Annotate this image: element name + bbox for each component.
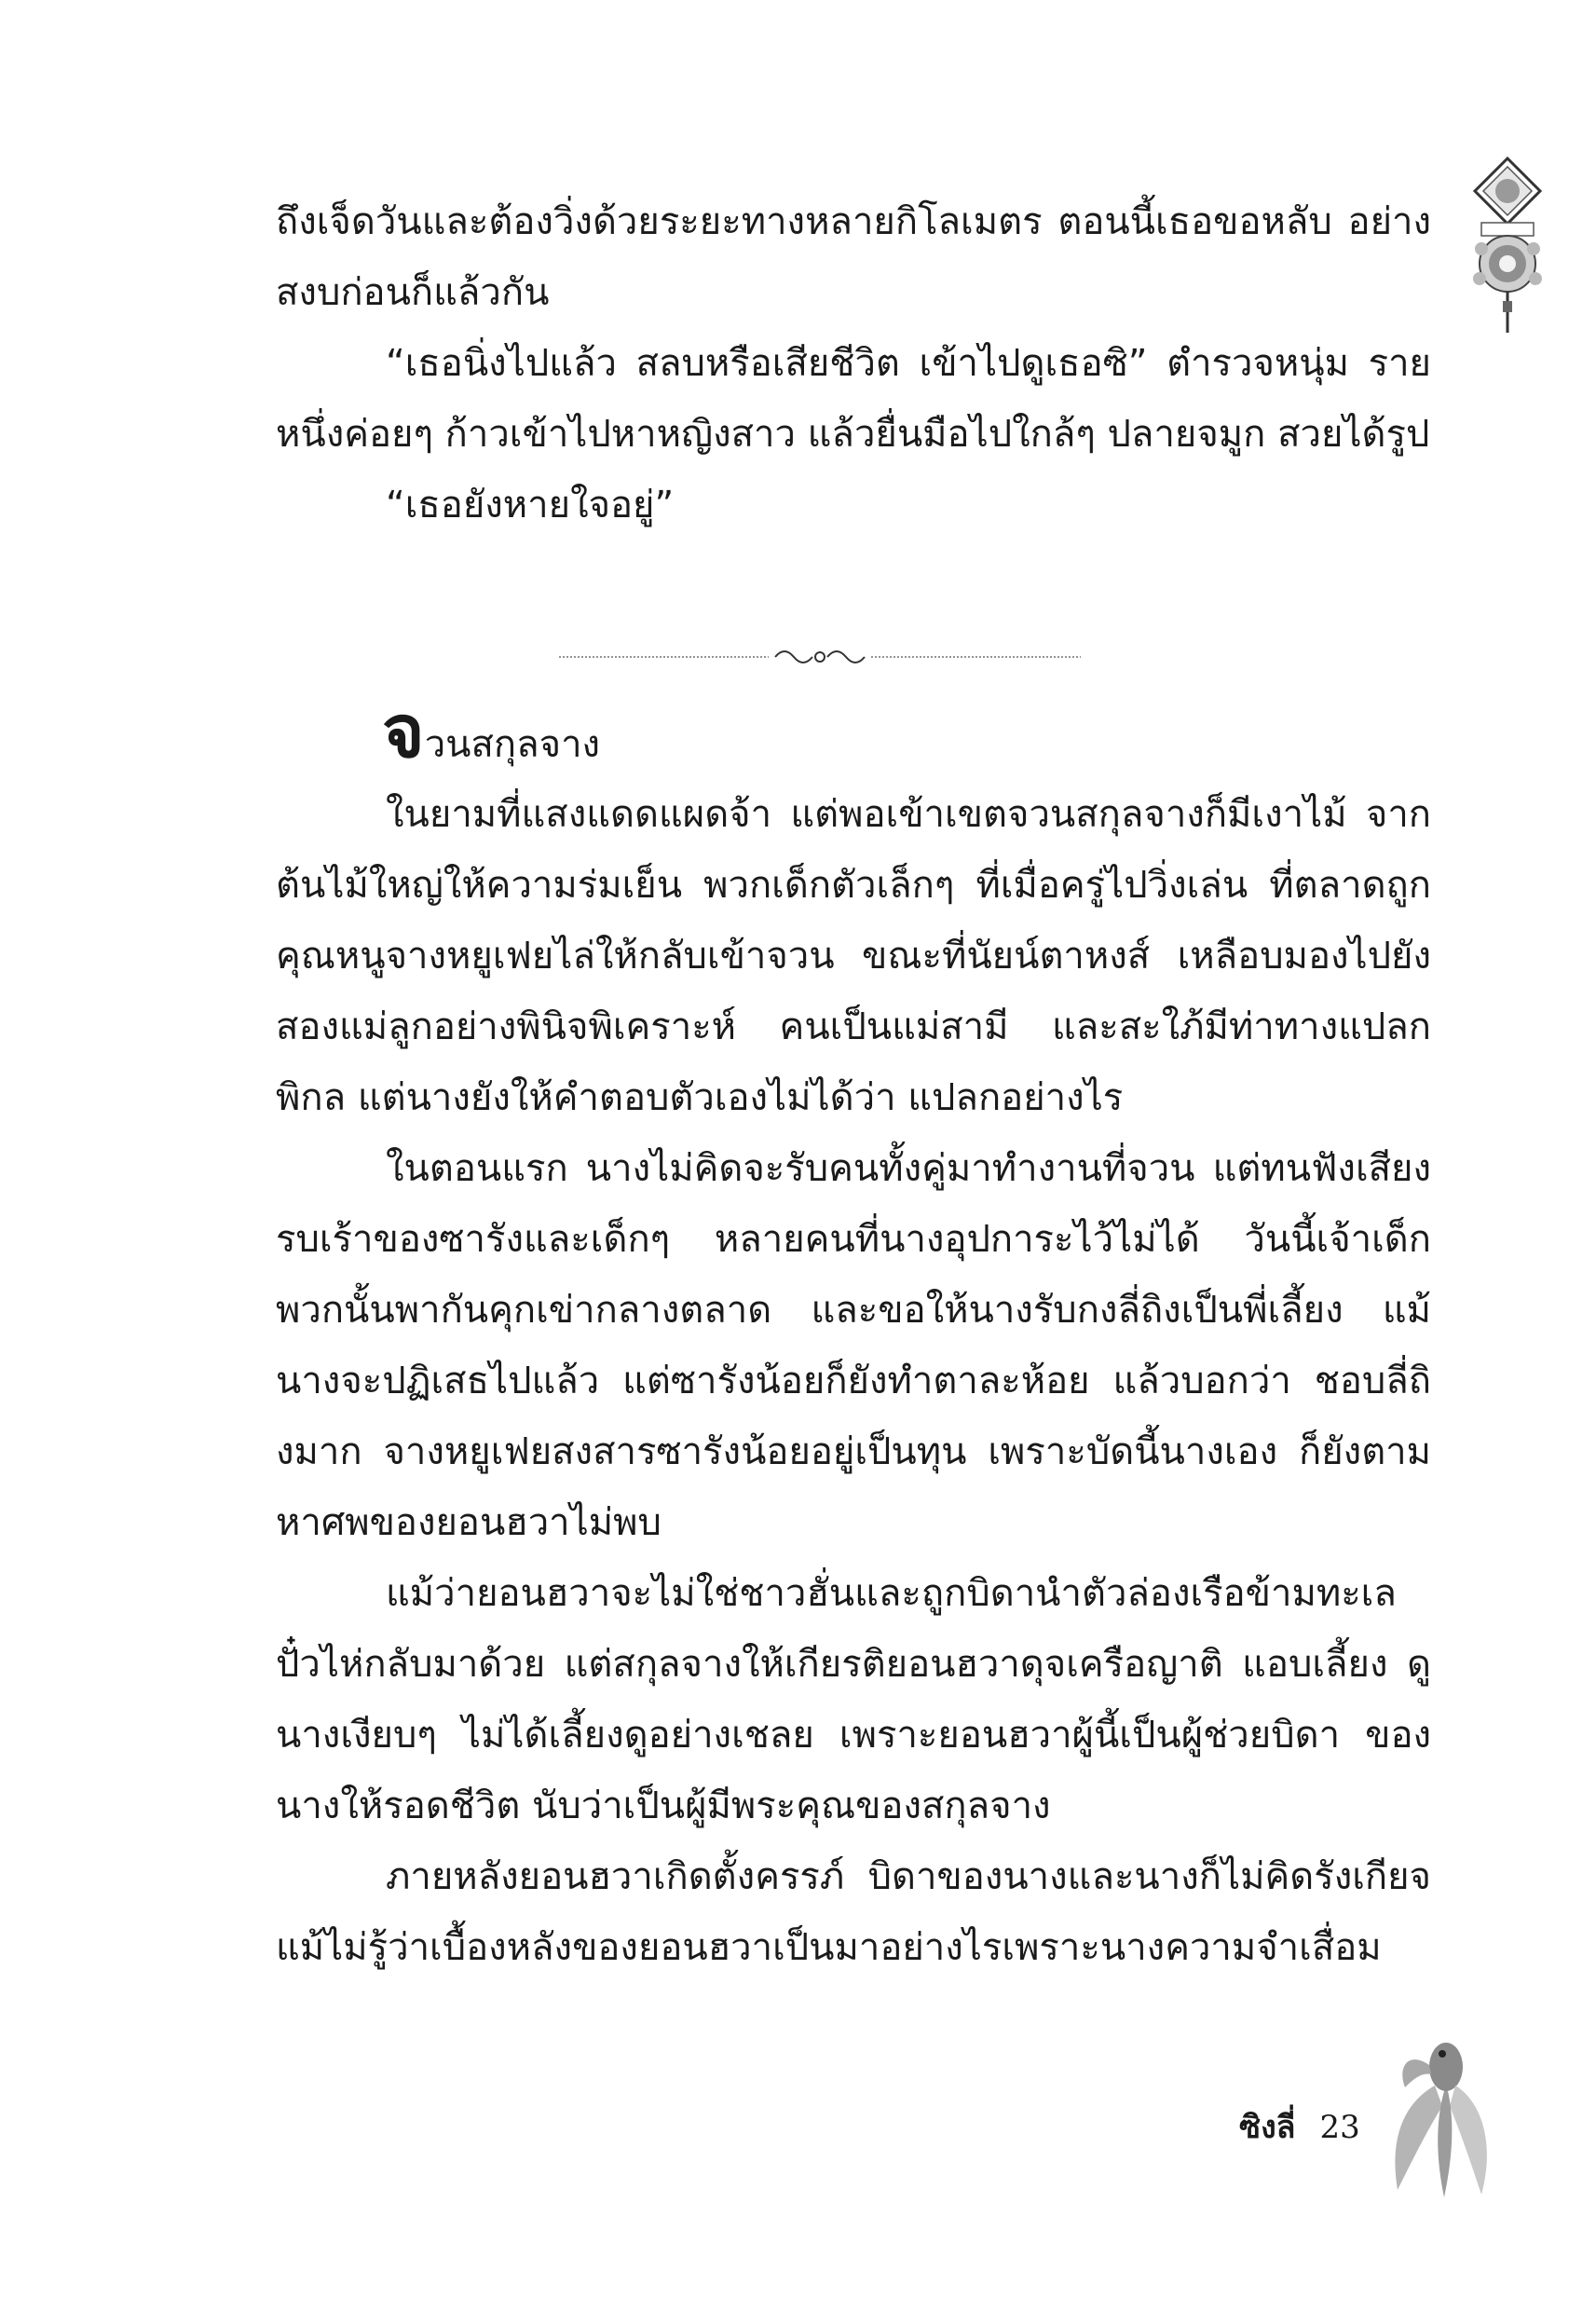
paragraph: ภายหลังยอนฮวาเกิดตั้งครรภ์ บิดาของนางและนางก็ไม่คิดรังเกียจ แม้ไม่รู้ว่าเบื้องหลังของยอนฮวาเป็นมาอย่างไรเพราะนางความจำเสื่อม [276,1855,1431,1969]
page-number: 23 [1319,2109,1360,2146]
section-heading [382,691,601,780]
fish-ornament-icon [1370,2013,1500,2199]
paragraph: ในยามที่แสงแดดแผดจ้า แต่พอเข้าเขตจวนสกุลจางก็มีเงาไม้ จากต้นไม้ใหญ่ให้ความร่มเย็น พวกเด็กตัวเล็กๆ ที่เมื่อครู่ไปวิ่งเล่น ที่ตลาดถูกคุณหนูจางหยูเฟยไล่ให้กลับเข้าจวน ขณะที่นัยน์ตาหงส์ เหลือบมองไปยังสองแม่ลูกอย่างพินิจพิเคราะห์ คนเป็นแม่สามี และสะใภ้มีท่าทางแปลกพิกล แต่นางยังให้คำตอบตัวเองไม่ได้ว่า แปลกอย่างไร [276,793,1431,1119]
heading-text: วนสกุลจาง [424,723,601,766]
running-title: ซิงลี่ [1239,2109,1296,2146]
text-block-top [276,186,1431,540]
paragraph: “เธอยังหายใจอยู่” [386,484,675,526]
drop-cap: จ [382,691,425,774]
section-divider-ornament [559,643,1081,671]
corner-emblem-icon [1461,154,1554,340]
paragraph: แม้ว่ายอนฮวาจะไม่ใช่ชาวฮั่นและถูกบิดานำตัวล่องเรือข้ามทะเล ปั๋วไห่กลับมาด้วย แต่สกุลจางให้เกียรติยอนฮวาดุจเครือญาติ แอบเลี้ยง ดูนางเงียบๆ ไม่ได้เลี้ยงดูอย่างเชลย เพราะยอนฮวาผู้นี้เป็นผู้ช่วยบิดา ของนางให้รอดชีวิต นับว่าเป็นผู้มีพระคุณของสกุลจาง [276,1572,1431,1827]
page-footer [1239,2101,1360,2152]
paragraph: ถึงเจ็ดวันและต้องวิ่งด้วยระยะทางหลายกิโลเมตร ตอนนี้เธอขอหลับ อย่างสงบก่อนก็แล้วกัน [276,200,1431,314]
paragraph: ในตอนแรก นางไม่คิดจะรับคนทั้งคู่มาทำงานที่จวน แต่ทนฟังเสียง รบเร้าของซารังและเด็กๆ หลายคนที่นางอุปการะไว้ไม่ได้ วันนี้เจ้าเด็ก พวกนั้นพากันคุกเข่ากลางตลาด และขอให้นางรับกงลี่ถิงเป็นพี่เลี้ยง แม้นางจะปฏิเสธไปแล้ว แต่ซารังน้อยก็ยังทำตาละห้อย แล้วบอกว่า ชอบลี่ถิงมาก จางหยูเฟยสงสารซารังน้อยอยู่เป็นทุน เพราะบัดนี้นางเอง ก็ยังตามหาศพของยอนฮวาไม่พบ [276,1147,1431,1544]
paragraph: “เธอนิ่งไปแล้ว สลบหรือเสียชีวิต เข้าไปดูเธอซิ” ตำรวจหนุ่ม รายหนึ่งค่อยๆ ก้าวเข้าไปหาหญิงสาว แล้วยื่นมือไปใกล้ๆ ปลายจมูก สวยได้รูป [276,342,1431,456]
text-block-main [276,779,1431,1983]
